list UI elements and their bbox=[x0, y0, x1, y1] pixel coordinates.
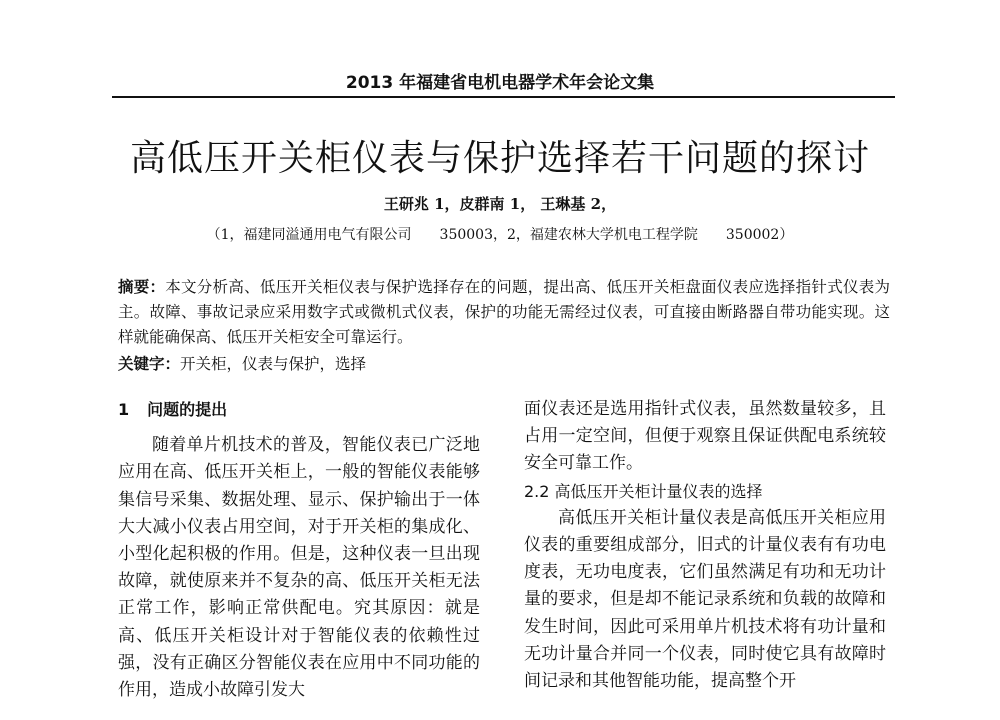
running-head: 2013 年福建省电机电器学术年会论文集 bbox=[345, 73, 655, 93]
keywords-label: 关键字： bbox=[118, 355, 181, 373]
right-column bbox=[524, 396, 886, 695]
continued-paragraph: 面仪表还是选用指针式仪表，虽然数量较多，且占用一定空间，但便于观察且保证供配电系统较安全可靠工作。 bbox=[524, 399, 886, 474]
body-paragraph: 随着单片机技术的普及，智能仪表已广泛地应用在高、低压开关柜上，一般的智能仪表能够集信号采集、数据处理、显示、保护输出于一体大大减小仪表占用空间，对于开关柜的集成化、小型化起积极的作用。但是，这种仪表一旦出现故障，就使原来并不复杂的高、低压开关柜无法正常工作，影响正常供配电。究其原因：就是高、低压开关柜设计对于智能仪表的依赖性过强，没有正确区分智能仪表在应用中不同功能的作用，造成小故障引发大 bbox=[118, 435, 480, 701]
keywords bbox=[118, 352, 890, 377]
affiliations: （1，福建同溢通用电气有限公司 350003，2，福建农林大学机电工程学院 350002） bbox=[206, 227, 794, 243]
section-title: 问题的提出 bbox=[147, 400, 228, 419]
section-heading bbox=[118, 396, 480, 423]
abstract bbox=[118, 275, 890, 350]
header-rule bbox=[112, 96, 895, 98]
keywords-text: 开关柜，仪表与保护，选择 bbox=[180, 355, 367, 373]
abstract-text: 本文分析高、低压开关柜仪表与保护选择存在的问题，提出高、低压开关柜盘面仪表应选择指针式仪表为主。故障、事故记录应采用数字式或微机式仪表，保护的功能无需经过仪表，可直接由断路器自带功能实现。这样就能确保高、低压开关柜安全可靠运行。 bbox=[118, 278, 890, 346]
section-number: 1 bbox=[118, 400, 130, 419]
author-list: 王研兆 1，皮群南 1， 王琳基 2， bbox=[383, 195, 617, 213]
subsection-heading: 2.2 高低压开关柜计量仪表的选择 bbox=[524, 481, 763, 501]
body-paragraph: 高低压开关柜计量仪表是高低压开关柜应用仪表的重要组成部分，旧式的计量仪表有有功电度表，无功电度表，它们虽然满足有功和无功计量的要求，但是却不能记录系统和负载的故障和发生时间，因此可采用单片机技术将有功计量和无功计量合并同一个仪表，同时使它具有故障时间记录和其他智能功能，提高整个开 bbox=[524, 507, 886, 692]
left-column bbox=[118, 396, 480, 704]
paper-title: 高低压开关柜仪表与保护选择若干问题的探讨 bbox=[129, 138, 870, 179]
abstract-label: 摘要： bbox=[118, 278, 166, 296]
